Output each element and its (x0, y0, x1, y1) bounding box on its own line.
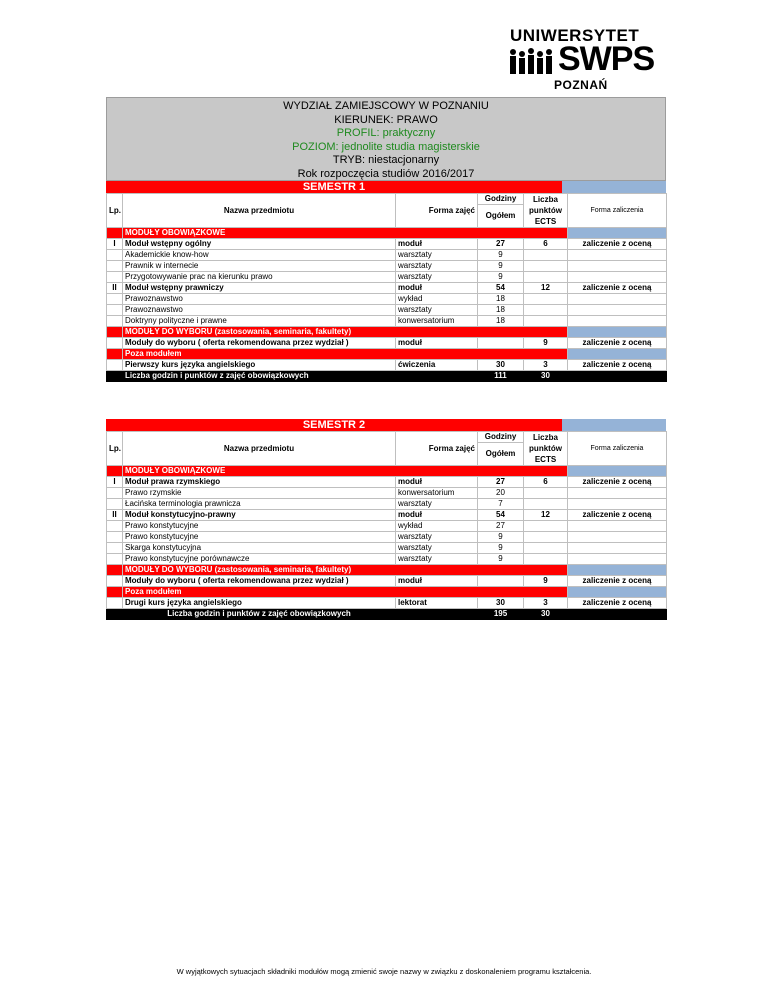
faculty-title: WYDZIAŁ ZAMIEJSCOWY W POZNANIU (283, 100, 489, 112)
profile: PROFIL: praktyczny (336, 127, 436, 139)
mode: TRYB: niestacjonarny (332, 154, 440, 166)
table-row: Łacińska terminologia prawnicza warsztaty 7 (107, 499, 667, 510)
semester-2-title: SEMESTR 2 (106, 419, 562, 431)
mandatory-modules-row: MODUŁY OBOWIĄZKOWE (107, 466, 667, 477)
study-plan-sheet (106, 97, 666, 620)
table-row: I Moduł prawa rzymskiego moduł 27 6 zaliczenie z oceną (107, 477, 667, 488)
elective-modules-header-row: MODUŁY DO WYBORU (zastosowania, seminaria, fakultety) (107, 565, 667, 576)
semester-1-title-row (106, 181, 666, 193)
level: POZIOM: jednolite studia magisterskie (292, 140, 480, 153)
elective-modules-header-row: MODUŁY DO WYBORU (zastosowania, seminaria, fakultety) (107, 327, 667, 338)
semester-2-table: Lp. Nazwa przedmiotu Forma zajęć Godziny Liczba punktów ECTS Forma zaliczenia Ogółem MODUŁY OBOWIĄZKOWE I Moduł prawa rzymskiego moduł 27 6 zaliczenie z oceną Prawo rzymskie konwersatorium 20 Łacińska terminologia prawnicza warsztaty 7 II Moduł konstytucyjno-prawny moduł 54 12 zaliczenie z oceną Prawo konstytucyjne wykład 27 Prawo konstytucyjne warsztaty 9 Skarga konstytucyjna warsztaty 9 Prawo konstytucyjne porównawcze warsztaty 9 MODUŁY DO WYBORU (zastosowania, seminaria, fakultety) Moduły do wyboru ( oferta rekomendowana przez wydział ) moduł 9 zaliczenie z oceną Poza modułem Drugi kurs języka angielskiego lektorat 30 3 zaliczenie z oceną Liczba godzin i punktów z zajęć obowiązkowych 195 30 (106, 431, 667, 620)
table-row: Doktryny polityczne i prawne konwersatorium 18 (107, 316, 667, 327)
table-row: Prawo konstytucyjne wykład 27 (107, 521, 667, 532)
table-header-row: Lp. Nazwa przedmiotu Forma zajęć Godziny Liczba punktów ECTS Forma zaliczenia (107, 432, 667, 443)
semester-1-title: SEMESTR 1 (106, 181, 562, 193)
table-row: Prawoznawstwo warsztaty 18 (107, 305, 667, 316)
logo-text-top: UNIWERSYTET (510, 26, 640, 45)
table-row: Pierwszy kurs języka angielskiego ćwiczenia 30 3 zaliczenie z oceną (107, 360, 667, 371)
field-of-study: KIERUNEK: PRAWO (334, 113, 438, 126)
university-logo (508, 26, 655, 92)
start-year: Rok rozpoczęcia studiów 2016/2017 (297, 167, 475, 180)
outside-module-row: Poza modułem (107, 349, 667, 360)
table-row: II Moduł wstępny prawniczy moduł 54 12 zaliczenie z oceną (107, 283, 667, 294)
table-row: Prawnik w internecie warsztaty 9 (107, 261, 667, 272)
people-icon (508, 46, 556, 76)
outside-module-row: Poza modułem (107, 587, 667, 598)
table-row: Akademickie know-how warsztaty 9 (107, 250, 667, 261)
table-row: II Moduł konstytucyjno-prawny moduł 54 12 zaliczenie z oceną (107, 510, 667, 521)
table-row: Prawoznawstwo wykład 18 (107, 294, 667, 305)
logo-text-city: POZNAŃ (554, 78, 608, 92)
table-row: I Moduł wstępny ogólny moduł 27 6 zaliczenie z oceną (107, 239, 667, 250)
logo-text-main: SWPS (558, 40, 655, 78)
footer-note: W wyjątkowych sytuacjach składniki modułów mogą zmienić swoje nazwy w związku z doskonaleniem programu kształcenia. (176, 967, 592, 976)
plan-header (106, 97, 666, 181)
table-row: Moduły do wyboru ( oferta rekomendowana przez wydział ) moduł 9 zaliczenie z oceną (107, 338, 667, 349)
table-row: Prawo rzymskie konwersatorium 20 (107, 488, 667, 499)
total-row: Liczba godzin i punktów z zajęć obowiązkowych 111 30 (107, 371, 667, 382)
mandatory-modules-row: MODUŁY OBOWIĄZKOWE (107, 228, 667, 239)
table-row: Przygotowywanie prac na kierunku prawo warsztaty 9 (107, 272, 667, 283)
total-row: Liczba godzin i punktów z zajęć obowiązkowych 195 30 (107, 609, 667, 620)
table-row: Skarga konstytucyjna warsztaty 9 (107, 543, 667, 554)
semester-2-title-row (106, 419, 666, 431)
table-row: Prawo konstytucyjne porównawcze warsztaty 9 (107, 554, 667, 565)
table-header-row: Lp. Nazwa przedmiotu Forma zajęć Godziny Liczba punktów ECTS Forma zaliczenia (107, 194, 667, 205)
semester-1-table: Lp. Nazwa przedmiotu Forma zajęć Godziny Liczba punktów ECTS Forma zaliczenia Ogółem MODUŁY OBOWIĄZKOWE I Moduł wstępny ogólny moduł 27 6 zaliczenie z oceną Akademickie know-how warsztaty 9 Prawnik w internecie warsztaty 9 Przygotowywanie prac na kierunku prawo warsztaty 9 II Moduł wstępny prawniczy moduł 54 12 zaliczenie z oceną Prawoznawstwo wykład 18 Prawoznawstwo warsztaty 18 Doktryny polityczne i prawne konwersatorium 18 MODUŁY DO WYBORU (zastosowania, seminaria, fakultety) Moduły do wyboru ( oferta rekomendowana przez wydział ) moduł 9 zaliczenie z oceną Poza modułem Pierwszy kurs języka angielskiego ćwiczenia 30 3 zaliczenie z oceną Liczba godzin i punktów z zajęć obowiązkowych 111 30 (106, 193, 667, 382)
table-row: Prawo konstytucyjne warsztaty 9 (107, 532, 667, 543)
table-row: Moduły do wyboru ( oferta rekomendowana przez wydział ) moduł 9 zaliczenie z oceną (107, 576, 667, 587)
table-row: Drugi kurs języka angielskiego lektorat 30 3 zaliczenie z oceną (107, 598, 667, 609)
